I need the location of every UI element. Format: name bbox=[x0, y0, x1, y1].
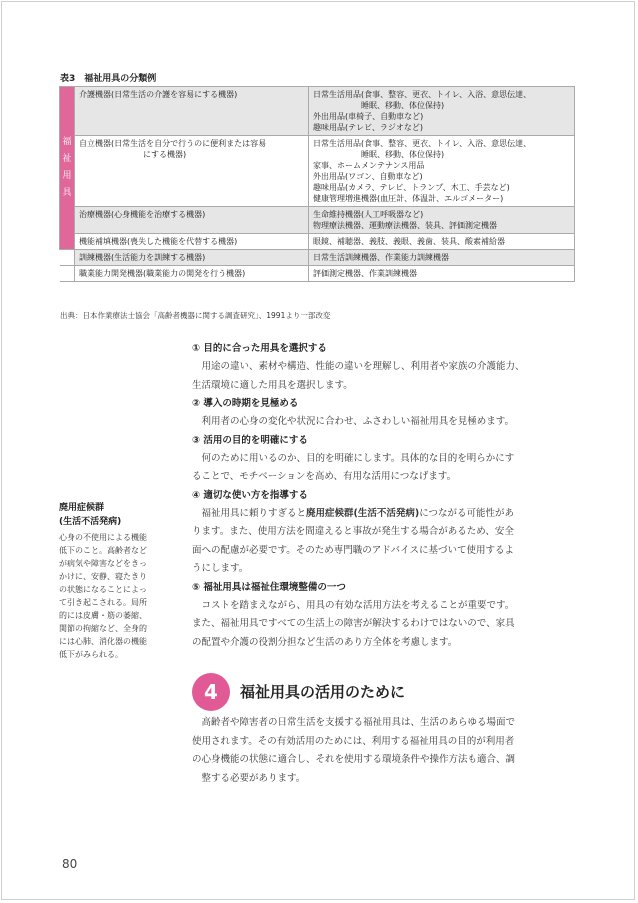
category-char: 祉 bbox=[62, 154, 72, 164]
blank-cell bbox=[60, 266, 75, 282]
equipment-name-cell: 治療機器(心身機能を治療する機器) bbox=[75, 207, 309, 234]
list-item bbox=[192, 432, 584, 487]
item-body: 用途の違い、素材や構造、性能の違いを理解し、利用者や家族の介護能力、 生活環境に適した用具を選択します。 bbox=[192, 361, 525, 391]
equipment-name-cell: 機能補填機器(喪失した機能を代替する機器) bbox=[75, 234, 309, 250]
category-cell bbox=[60, 87, 75, 250]
equipment-example-cell: 日常生活用品(食事、整容、更衣、トイレ、入浴、意思伝達、 睡眠、移動、体位保持) 外出用品(車椅子、自動車など) 趣味用品(テレビ、ラジオなど) bbox=[309, 87, 575, 136]
page-number: 80 bbox=[62, 857, 78, 871]
section-title: 福祉用具の活用のために bbox=[240, 683, 406, 701]
table-row bbox=[60, 266, 575, 282]
equipment-name-cell: 訓練機器(生活能力を訓練する機器) bbox=[75, 250, 309, 266]
classification-table bbox=[59, 86, 575, 282]
item-body: 何のために用いるのか、目的を明確にします。具体的な目的を明らかにす ることで、モチベーションを高め、有用な活用につなげます。 bbox=[192, 452, 515, 482]
blank-cell bbox=[60, 250, 75, 266]
table-row bbox=[60, 207, 575, 234]
table-row bbox=[60, 136, 575, 207]
section-number-badge: 4 bbox=[192, 673, 230, 711]
side-note-definition: 心身の不使用による機能 低下のこと。高齢者など が病気や障害などをきっ かけに、安静、寝たきり の状態になることによっ て引き起こされる。局所 的には皮膚・筋の萎縮、 関節の拘縮など、全身的 には心肺、消化器の機能 低下がみられる。 bbox=[59, 533, 147, 659]
table-row bbox=[60, 250, 575, 266]
main-text bbox=[192, 340, 584, 652]
section-body: 高齢者や障害者の日常生活を支援する福祉用具は、生活のあらゆる場面で 使用されます。その有効活用のためには、利用する福祉用具の目的が利用者 の心身機能の状態に適合し、それを使用する環境条件や操作方法も適合、調 整する必要があります。 bbox=[192, 717, 516, 784]
list-item bbox=[192, 579, 584, 653]
equipment-name-cell: 自立機器(日常生活を自分で行うのに便利または容易 にする機器) bbox=[75, 136, 309, 207]
item-heading: ③ 活用の目的を明確にする bbox=[192, 434, 308, 446]
equipment-example-cell: 日常生活訓練機器、作業能力訓練機器 bbox=[309, 250, 575, 266]
equipment-name-cell: 職業能力開発機器(職業能力の開発を行う機器) bbox=[75, 266, 309, 282]
equipment-example-cell: 眼鏡、補聴器、義肢、義眼、義歯、装具、酸素補給器 bbox=[309, 234, 575, 250]
item-heading: ⑤ 福祉用具は福祉住環境整備の一つ bbox=[192, 581, 346, 593]
list-item bbox=[192, 395, 584, 432]
equipment-example-cell: 日常生活用品(食事、整容、更衣、トイレ、入浴、意思伝達、 睡眠、移動、体位保持) 家事、ホームメンテナンス用品 外出用品(ワゴン、自動車など) 趣味用品(カメラ、テレビ、トランプ、木工、手芸など) 健康管理増進機器(血圧計、体温計、エルゴメーター) bbox=[309, 136, 575, 207]
category-char: 用 bbox=[62, 171, 72, 181]
item-body: 福祉用具に頼りすぎると廃用症候群(生活不活発病)につながる可能性があ ります。また、使用方法を間違えると事故が発生する場合があるため、安全 面への配慮が必要です。そのため専門職のアドバイスに基づいて使用するよ うにします。 bbox=[192, 507, 515, 574]
table-title: 表3 福祉用具の分類例 bbox=[60, 74, 157, 84]
table-row bbox=[60, 87, 575, 136]
item-body: 利用者の心身の変化や状況に合わせ、ふさわしい福祉用具を見極めます。 bbox=[201, 416, 514, 427]
equipment-example-cell: 評価測定機器、作業訓練機器 bbox=[309, 266, 575, 282]
category-char: 福 bbox=[62, 137, 72, 147]
item-body: コストを踏まえながら、用具の有効な活用方法を考えることが重要です。 また、福祉用具ですべての生活上の障害が解決するわけではないので、家具 の配置や介護の役割分担など生活のあり方全体を考慮します。 bbox=[192, 599, 515, 648]
item-heading: ④ 適切な使い方を指導する bbox=[192, 489, 308, 501]
table-source: 出典：日本作業療法士協会「高齢者機器に関する調査研究」、1991より一部改変 bbox=[60, 311, 331, 320]
list-item bbox=[192, 487, 584, 579]
item-heading: ② 導入の時期を見極める bbox=[192, 398, 299, 409]
side-note-term: 廃用症候群 (生活不活発病) bbox=[59, 503, 122, 527]
equipment-example-cell: 生命維持機器(人工呼吸器など) 物理療法機器、運動療法機器、装具、評価測定機器 bbox=[309, 207, 575, 234]
item-heading: ① 目的に合った用具を選択する bbox=[192, 343, 327, 354]
equipment-name-cell: 介護機器(日常生活の介護を容易にする機器) bbox=[75, 87, 309, 136]
category-char: 具 bbox=[62, 188, 72, 198]
side-note bbox=[59, 501, 171, 661]
term-highlight: 廃用症候群(生活不活発病) bbox=[306, 507, 420, 519]
list-item bbox=[192, 340, 584, 395]
table-row bbox=[60, 234, 575, 250]
